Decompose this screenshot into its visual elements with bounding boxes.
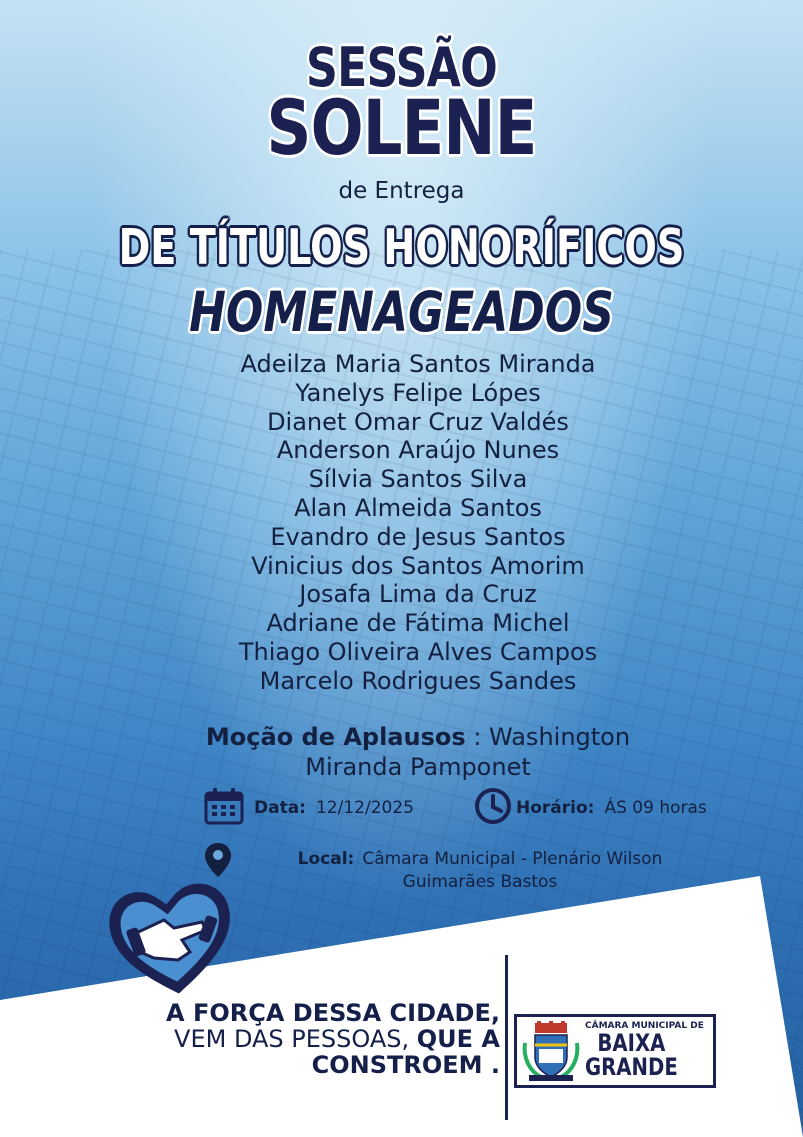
honoree-name: Adeilza Maria Santos Miranda [240, 350, 596, 378]
honoree-name: Josafa Lima da Cruz [299, 580, 537, 609]
honoree-name: Dianet Omar Cruz Valdés [267, 407, 569, 436]
subtitle: de Entrega [338, 178, 465, 204]
honoree-name: Vinicius dos Santos Amorim [251, 551, 585, 580]
footer-divider [505, 955, 508, 1120]
honoree-name: Marcelo Rodrigues Sandes [259, 666, 577, 695]
camara-label-big [585, 1031, 678, 1079]
slogan [150, 1000, 500, 1078]
municipal-crest-icon [521, 1021, 581, 1087]
slogan-line2-regular: VEM DAS PESSOAS, [174, 1025, 417, 1053]
camara-label-small: CÂMARA MUNICIPAL DE [585, 1021, 704, 1031]
handshake-heart-icon [104, 872, 239, 1006]
title-line-1: SESSÃO [306, 36, 497, 99]
mocao-separator: : [465, 723, 490, 751]
camara-logo [514, 1014, 716, 1088]
honoree-name: Yanelys Felipe Lópes [295, 378, 541, 407]
slogan-line3: CONSTROEM . [311, 1051, 500, 1079]
date-value: 12/12/2025 [315, 798, 414, 818]
slogan-line2-bold: QUE A [416, 1025, 500, 1053]
camara-big-line2: GRANDE [585, 1053, 678, 1081]
honoree-name: Evandro de Jesus Santos [270, 522, 566, 551]
honoree-name: Adriane de Fátima Michel [266, 609, 570, 638]
local-label: Local: [297, 849, 355, 869]
date-label: Data: [254, 798, 306, 818]
mocao-value-line1: Washington [489, 723, 631, 751]
time-value: ÁS 09 horas [604, 798, 707, 818]
time-label: Horário: [516, 798, 595, 818]
honoree-name: Thiago Oliveira Alves Campos [238, 637, 598, 666]
camara-big-line1: BAIXA [597, 1029, 666, 1057]
heading: DE TÍTULOS HONORÍFICOS [118, 219, 685, 276]
mocao-value-line2: Miranda Pamponet [305, 753, 531, 781]
honoree-name: Alan Almeida Santos [294, 493, 542, 522]
honoree-name: Anderson Araújo Nunes [276, 436, 560, 465]
mocao-label: Moção de Aplausos [205, 723, 466, 751]
local-value-line2: Guimarães Bastos [402, 872, 558, 892]
honoree-name: Sílvia Santos Silva [308, 465, 528, 494]
local-value-line1: Câmara Municipal - Plenário Wilson [362, 849, 663, 869]
slogan-line1: A FORÇA DESSA CIDADE, [166, 999, 500, 1027]
subheading: HOMENAGEADOS [189, 280, 614, 344]
title-line-2: SOLENE [266, 83, 537, 172]
